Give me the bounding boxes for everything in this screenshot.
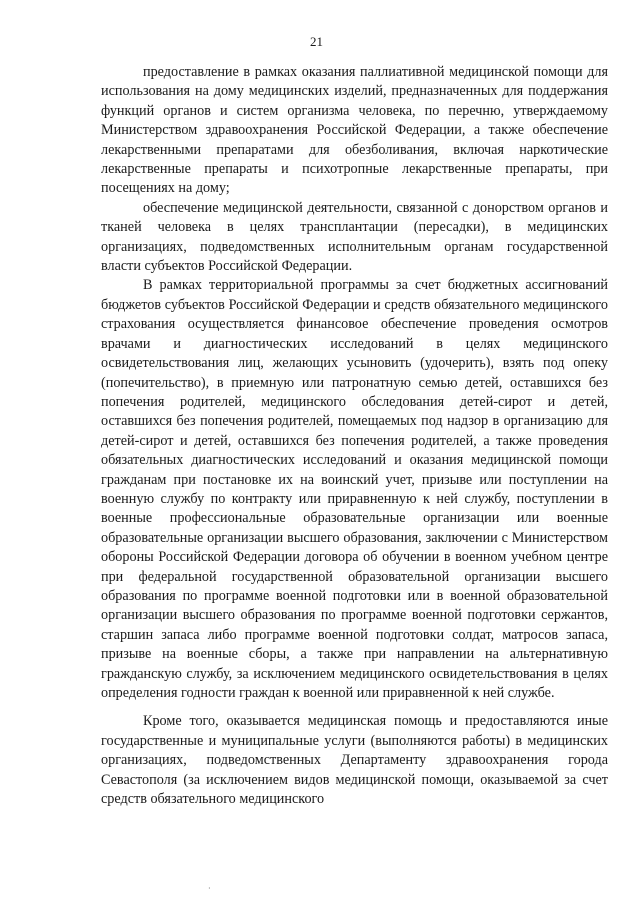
scan-artifact: ·	[208, 884, 211, 893]
paragraph-territorial-program: В рамках территориальной программы за счет бюджетных ассигнований бюджетов субъектов Российской Федерации и средств обязательного медицинского страхования осуществляется финансовое обеспечение проведения осмотров врачами и диагностических исследований в целях медицинского освидетельствования лиц, желающих усыновить (удочерить), взять под опеку (попечительство), в приемную или патронатную семью детей, оставшихся без попечения родителей, медицинского обследования детей-сирот и детей, оставшихся без попечения родителей, помещаемых под надзор в организацию для детей-сирот и детей, оставшихся без попечения родителей, а также проведения обязательных диагностических исследований и оказания медицинской помощи гражданам при постановке их на воинский учет, призыве или поступлении на военную службу по контракту или приравненную к ней службу, поступлении в военные профессиональные образовательные организации или военные образовательные организации высшего образования, заключении с Министерством обороны Российской Федерации договора об обучении в военном учебном центре при федеральной государственной образовательной организации высшего образования по программе военной подготовки или в военной образовательной организации высшего образования по программе военной подготовки сержантов, старшин запаса либо программе военной подготовки солдат, матросов запаса, призыве на военные сборы, а также при направлении на альтернативную гражданскую службу, за исключением медицинского освидетельствования в целях определения годности граждан к военной или приравненной к ней службе.	[101, 277, 608, 701]
page-number: 21	[310, 34, 323, 49]
document-body	[101, 63, 608, 809]
paragraph-palliative-care: предоставление в рамках оказания паллиативной медицинской помощи для использования на дому медицинских изделий, предназначенных для поддержания функций органов и систем организма человека, по перечню, утверждаемому Министерством здравоохранения Российской Федерации, а также обеспечение лекарственными препаратами для обезболивания, включая наркотические лекарственные препараты и психотропные лекарственные препараты, при посещениях на дому;	[101, 64, 608, 197]
paragraph-additional-services: Кроме того, оказывается медицинская помощь и предоставляются иные государственные и муниципальные услуги (выполняются работы) в медицинских организациях, подведомственных Департаменту здравоохранения города Севастополя (за исключением видов медицинской помощи, оказываемой за счет средств обязательного медицинского	[101, 713, 608, 808]
paragraph-organ-donation: обеспечение медицинской деятельности, связанной с донорством органов и тканей человека в целях трансплантации (пересадки), в медицинских организациях, подведомственных исполнительным органам государственной власти субъектов Российской Федерации.	[101, 199, 608, 275]
